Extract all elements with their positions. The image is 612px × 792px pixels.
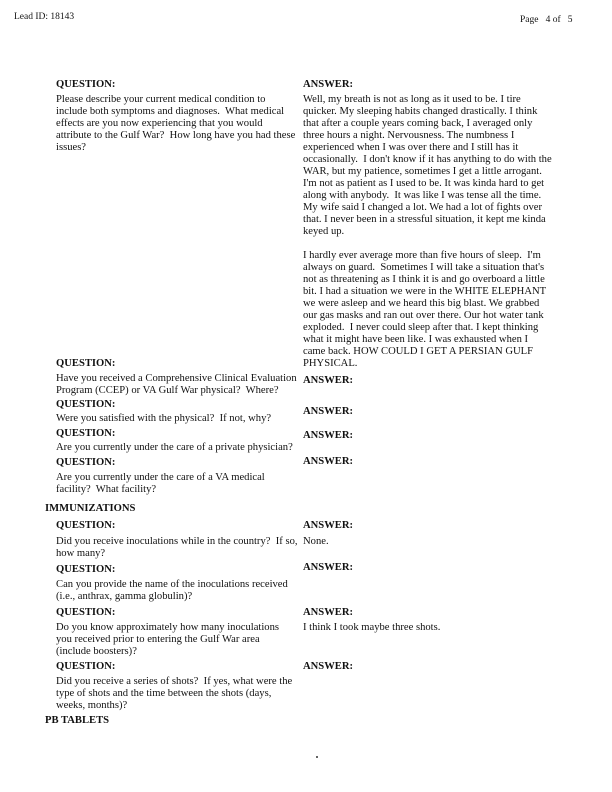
question-text: Can you provide the name of the inoculations received (i.e., anthrax, gamma globulin)? <box>56 579 288 602</box>
answer-label: ANSWER: <box>303 456 354 467</box>
section-heading-immunizations: IMMUNIZATIONS <box>45 503 136 514</box>
question-label: QUESTION: <box>56 358 116 369</box>
answer-label: ANSWER: <box>303 79 354 90</box>
answer-text: None. <box>303 536 329 547</box>
section-heading-pb-tablets: PB TABLETS <box>45 715 110 726</box>
question-text: Did you receive inoculations while in the country? If so, how many? <box>56 536 298 559</box>
answer-label: ANSWER: <box>303 375 354 386</box>
question-label: QUESTION: <box>56 520 116 531</box>
page-number: Page 4 of 5 <box>520 15 573 25</box>
answer-label: ANSWER: <box>303 661 354 672</box>
question-label: QUESTION: <box>56 79 116 90</box>
question-label: QUESTION: <box>56 564 116 575</box>
question-label: QUESTION: <box>56 661 116 672</box>
question-text: Did you receive a series of shots? If yes, what were the type of shots and the time between the shots (days, weeks, months)? <box>56 676 293 711</box>
scan-speck <box>316 756 318 758</box>
answer-label: ANSWER: <box>303 406 354 417</box>
answer-label: ANSWER: <box>303 430 354 441</box>
question-text: Are you currently under the care of a private physician? <box>56 442 293 453</box>
answer-text: Well, my breath is not as long as it used to be. I tire quicker. My sleeping habits changed drastically. I think that after a couple years coming back, I averaged only three hours a night. Nervousness. The numbness I experienced when I was over there and I still has it occasionally. I don't know if it has anything to do with the WAR, but my patience, sometimes I get a little arrogant. I'm not as patient as I used to be. It was kinda hard to get along with anybody. It was like I was tense all the time. My wife said I changed a lot. We had a lot of fights over that. I never been in a stressful situation, it kept me kinda keyed up. <box>303 94 552 237</box>
question-label: QUESTION: <box>56 399 116 410</box>
answer-text: I think I took maybe three shots. <box>303 622 441 633</box>
question-text: Have you received a Comprehensive Clinical Evaluation Program (CCEP) or VA Gulf War physical? Where? <box>56 373 297 396</box>
question-text: Are you currently under the care of a VA medical facility? What facility? <box>56 472 265 495</box>
question-text: Do you know approximately how many inoculations you received prior to entering the Gulf War area (include boosters)? <box>56 622 280 657</box>
lead-id: Lead ID: 18143 <box>14 12 75 22</box>
answer-label: ANSWER: <box>303 562 354 573</box>
question-label: QUESTION: <box>56 428 116 439</box>
question-label: QUESTION: <box>56 457 116 468</box>
question-label: QUESTION: <box>56 607 116 618</box>
answer-label: ANSWER: <box>303 520 354 531</box>
question-text: Were you satisfied with the physical? If not, why? <box>56 413 272 424</box>
question-text: Please describe your current medical condition to include both symptoms and diagnoses. What medical effects are you now experiencing that you would attribute to the Gulf War? How long have you had these issues? <box>56 94 296 153</box>
answer-label: ANSWER: <box>303 607 354 618</box>
answer-text-continued: I hardly ever average more than five hours of sleep. I'm always on guard. Sometimes I will take a situation that's not as threatening as I think it is and go overboard a little bit. I had a situation we were in the WHITE ELEPHANT we were asleep and we heard this big blast. We grabbed our gas masks and ran out over there. Our hot water tank exploded. I never could sleep after that. I kept thinking what it might have been like. I was exhausted when I came back. HOW COULD I GET A PERSIAN GULF PHYSICAL. <box>303 250 547 369</box>
